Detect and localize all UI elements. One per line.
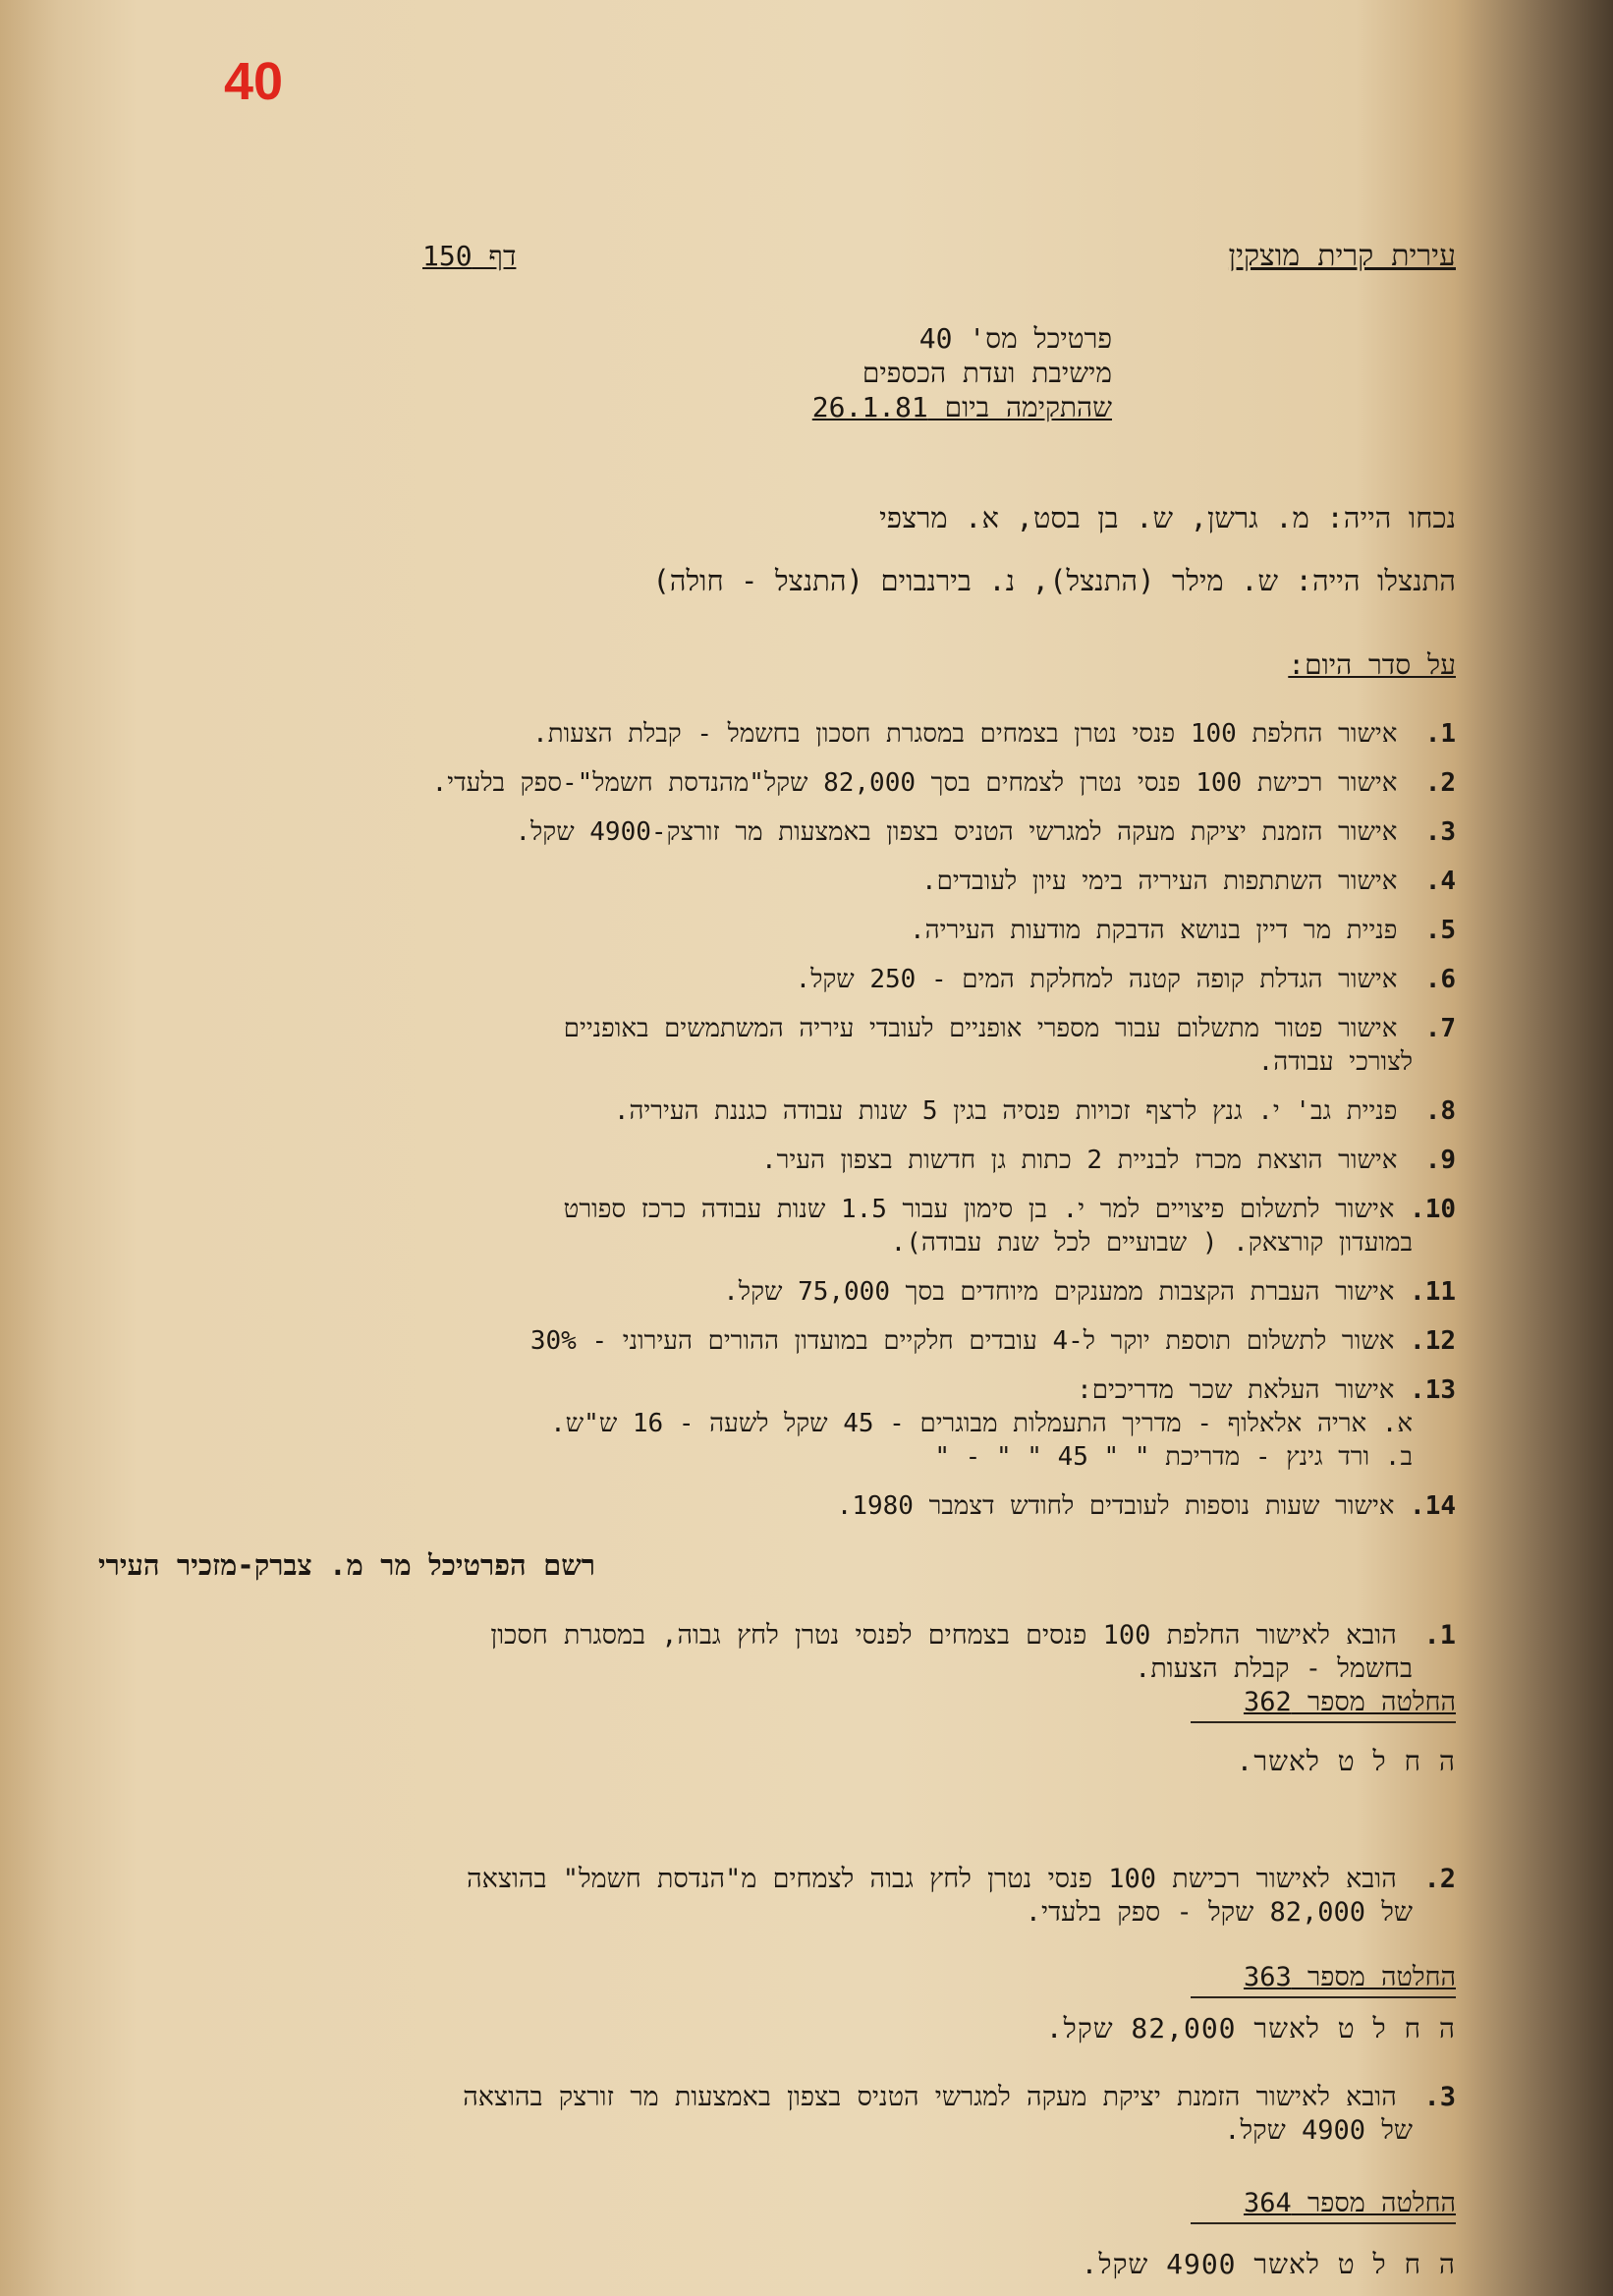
agenda-number: 6. (1424, 965, 1456, 994)
agenda-item (1077, 1373, 1456, 1407)
agenda-continuation: במועדון קורצאק. ( שבועיים לכל שנת עבודה). (890, 1228, 1413, 1258)
agenda-text: אשור לתשלום תוספת יוקר ל-4 עובדים חלקיים במועדון ההורים העירוני - 30% (529, 1326, 1395, 1356)
decision-text: ה ח ל ט לאשר 4900 שקל. (1081, 2248, 1456, 2280)
agenda-text: אישור החלפת 100 פנסי נטרן בצמחים במסגרת חסכון בחשמל - קבלת הצעות. (532, 719, 1398, 749)
agenda-text: אישור הגדלת קופה קטנה למחלקת המים - 250 שקל. (795, 965, 1398, 994)
agenda-number: 13. (1410, 1375, 1456, 1405)
decision-text: ה ח ל ט לאשר 82,000 שקל. (1045, 2012, 1456, 2044)
agenda-text: אישור העלאת שכר מדריכים: (1077, 1375, 1395, 1405)
agenda-item (432, 766, 1456, 800)
item-number: 3. (1423, 2082, 1456, 2112)
agenda-number: 10. (1410, 1195, 1456, 1224)
agenda-item (564, 1193, 1456, 1226)
decision-underline (1191, 1721, 1456, 1723)
agenda-item (564, 1012, 1456, 1045)
attendees-present: נכחו הייה: מ. גרשן, ש. בן בסט, א. מרצפי (879, 501, 1456, 534)
page-number: 40 (224, 52, 284, 111)
protocol-recorder: רשם הפרטיכל מר מ. צברק-מזכיר העירי (98, 1548, 596, 1582)
agenda-number: 7. (1424, 1014, 1456, 1043)
agenda-number: 2. (1424, 768, 1456, 798)
agenda-number: 1. (1424, 719, 1456, 749)
agenda-item (532, 717, 1456, 751)
agenda-item (614, 1094, 1456, 1128)
agenda-item (515, 815, 1456, 849)
agenda-item (723, 1275, 1456, 1309)
agenda-number: 3. (1424, 817, 1456, 847)
agenda-text: אישור הוצאת מכרז לבניית 2 כתות גן חדשות בצפון העיר. (761, 1146, 1398, 1175)
discussion-item (467, 1863, 1456, 1896)
agenda-number: 8. (1424, 1096, 1456, 1126)
item-text: הובא לאישור רכישת 100 פנסי נטרן לחץ גבוה לצמחים מ"הנדסת חשמל" בהוצאה (467, 1864, 1397, 1894)
committee-name: מישיבת ועדת הכספים (862, 357, 1112, 389)
agenda-number: 9. (1424, 1146, 1456, 1175)
agenda-number: 11. (1410, 1277, 1456, 1307)
agenda-continuation: לצורכי עבודה. (1257, 1047, 1413, 1077)
page-reference: דף 150 (422, 240, 517, 272)
agenda-subitem: א. אריה אלאלוף - מדריך התעמלות מבוגרים - 45 שקל לשעה - 16 ש"ש. (550, 1409, 1413, 1438)
agenda-subitem: ב. ורד גינץ - מדריכת " " 45 " " - " (934, 1442, 1413, 1472)
agenda-number: 14. (1410, 1491, 1456, 1521)
agenda-number: 4. (1424, 867, 1456, 896)
agenda-number: 12. (1410, 1326, 1456, 1356)
agenda-item (761, 1144, 1456, 1177)
agenda-item (910, 914, 1456, 947)
agenda-text: אישור לתשלום פיצויים למר י. בן סימון עבור 1.5 שנות עבודה כרכז ספורט (563, 1195, 1395, 1224)
decision-text: ה ח ל ט לאשר. (1236, 1745, 1456, 1777)
agenda-number: 5. (1424, 916, 1456, 945)
agenda-item (921, 865, 1456, 898)
item-number: 1. (1423, 1620, 1456, 1651)
agenda-text: אישור העברת הקצבות ממענקים מיוחדים בסך 75,000 שקל. (723, 1277, 1395, 1307)
agenda-text: אישור פטור מתשלום עבור מספרי אופניים לעובדי עיריה המשתמשים באופניים (563, 1014, 1398, 1043)
agenda-item (530, 1324, 1456, 1358)
decision-number: החלטה מספר 363 (1243, 1962, 1456, 1992)
discussion-item (490, 1619, 1456, 1652)
agenda-text: אישור שעות נוספות לעובדים לחודש דצמבר 1980. (836, 1491, 1395, 1521)
agenda-text: אישור השתתפות העיריה בימי עיון לעובדים. (920, 867, 1398, 896)
item-text: הובא לאישור החלפת 100 פנסים בצמחים לפנסי נטרן לחץ גבוה, במסגרת חסכון (490, 1620, 1397, 1651)
meeting-date: שהתקימה ביום 26.1.81 (811, 391, 1112, 423)
agenda-text: פניית מר דיין בנושא הדבקת מודעות העיריה. (910, 916, 1398, 945)
agenda-text: אישור הזמנת יציקת מעקה למגרשי הטניס בצפון באמצעות מר זורצק-4900 שקל. (515, 817, 1398, 847)
agenda-text: אישור רכישת 100 פנסי נטרן לצמחים בסך 82,000 שקל"מהנדסת חשמל"-ספק בלעדי. (431, 768, 1398, 798)
decision-number: החלטה מספר 362 (1243, 1687, 1456, 1717)
agenda-item (796, 963, 1456, 996)
protocol-title: פרטיכל מס' 40 (918, 322, 1112, 355)
agenda-heading: על סדר היום: (1288, 648, 1456, 681)
item-text-continuation: בחשמל - קבלת הצעות. (1135, 1653, 1413, 1684)
agenda-item (837, 1489, 1456, 1523)
decision-number: החלטה מספר 364 (1243, 2188, 1456, 2218)
item-text-continuation: של 82,000 שקל - ספק בלעדי. (1025, 1897, 1413, 1928)
discussion-item (463, 2081, 1456, 2114)
decision-underline (1191, 1996, 1456, 1998)
decision-underline (1191, 2222, 1456, 2224)
agenda-text: פניית גב' י. גנץ לרצף זכויות פנסיה בגין 5 שנות עבודה כגננת העיריה. (613, 1096, 1398, 1126)
attendees-absent: התנצלו הייה: ש. מילר (התנצל), נ. בירנבוים (התנצל - חולה) (652, 564, 1456, 597)
municipality-header: עירית קרית מוצקין (1228, 239, 1456, 273)
item-text-continuation: של 4900 שקל. (1224, 2115, 1413, 2146)
item-text: הובא לאישור הזמנת יציקת מעקה למגרשי הטניס בצפון באמצעות מר זורצק בהוצאה (463, 2082, 1397, 2112)
item-number: 2. (1423, 1864, 1456, 1894)
